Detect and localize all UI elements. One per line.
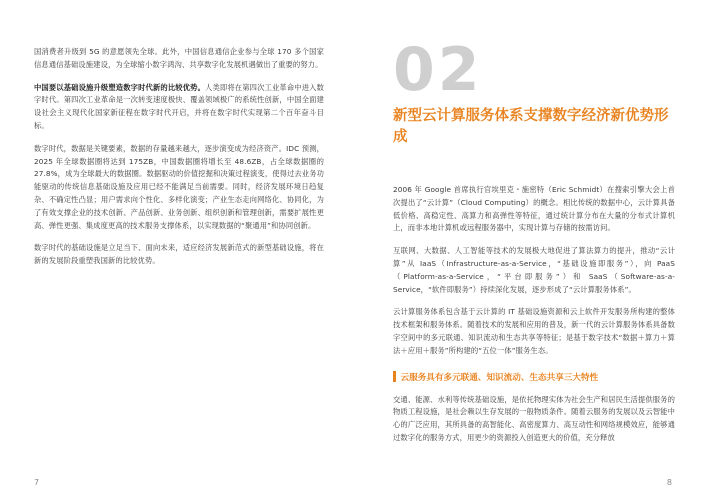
bold-lead-sentence: 中国要以基础设施升级塑造数字时代新的比较优势。: [34, 82, 206, 92]
paragraph: 数字时代，数据是关键要素，数据的存量越来越大，逐步演变成为经济资产。IDC 预测，2025 年全球数据圈将达到 175ZB，中国数据圈将增长至 48.6ZB，占全球数据圈的 27.8%，成为全球最大的数据圈。数据驱动的价值挖掘和决策过程演变，使得过去业务功能驱动的传统信息基础设施及应用已经不能满足当前需要。同时，经济发展环境日趋复杂、不确定性凸显；用户需求向个性化、多样化演变；产业生态走向网络化、协同化，为了有效支撑企业的技术创新、产品创新、业务创新、组织创新和管理创新，需要扩展性更高、弹性更强、集成度更高的技术服务支撑体系，以实现数据的“聚通用”和协同创新。: [34, 143, 324, 230]
subheading: [393, 370, 675, 384]
left-text-column: [34, 46, 324, 268]
right-text-column: [393, 184, 675, 445]
paragraph: 数字时代的基础设施是立足当下、面向未来，适应经济发展新范式的新型基础设施，将在新的发展阶段重塑我国新的比较优势。: [34, 243, 324, 266]
subheading-text: 云服务具有多元联通、知识流动、生态共享三大特性: [400, 372, 599, 383]
section-number: 02: [393, 35, 483, 105]
paragraph-with-lead: [34, 82, 324, 133]
accent-bar: [393, 371, 396, 382]
paragraph: 云计算服务体系包含基于云计算的 IT 基础设施资源和云上软件开发服务所构建的整体技术框架和服务体系。随着技术的发展和应用的普及，新一代的云计算服务体系具备数字空间中的多元联通、知识流动和生态共享等特征；是基于数字技术“数据＋算力＋算法＋应用＋服务”所构建的“五位一体”服务生态。: [393, 307, 675, 355]
page-number: 8: [666, 478, 672, 487]
page-number: 7: [34, 478, 40, 487]
right-page: [355, 0, 710, 504]
paragraph: 交通、能源、水利等传统基础设施，是依托物理实体为社会生产和居民生活提供服务的物质工程设施，是社会赖以生存发展的一般物质条件。随着云服务的发展以及云智能中心的广泛应用，其所具备的高智能化、高密度算力、高互动性和网络规模效应，能够通过数字化的服务方式，用更少的资源投入创造更大的价值，充分释放: [393, 394, 675, 442]
paragraph: 国消费者升级到 5G 的意愿领先全球。此外，中国信息通信企业参与全球 170 多个国家信息通信基础设施建设，为全球缩小数字鸿沟、共享数字化发展机遇做出了重要的努力。: [34, 47, 324, 69]
paragraph: 互联网、大数据、人工智能等技术的发展极大地促进了算法算力的提升，推动“云计算”从 IaaS（Infrastructure-as-a-Service，“基础设施即服务”），向 PaaS（Platform-as-a-Service，“平台即服务”）和 SaaS（Software-as-a-Service，“软件即服务”）持续深化发展，逐步形成了“云计算服务体系”。: [393, 246, 675, 294]
paragraph-rest: 人类即将在第四次工业革命中进入数字时代。第四次工业革命是一次转变速度极快、覆盖领域极广的系统性创新，中国全面建设社会主义现代化国家新征程在数字时代开启，并将在数字时代实现第二个百年奋斗目标。: [34, 82, 324, 130]
section-heading: 新型云计算服务体系支撑数字经济新优势形成: [393, 108, 669, 145]
paragraph: 2006 年 Google 首席执行官埃里克・施密特（Eric Schmidt）在搜索引擎大会上首次提出了“云计算”（Cloud Computing）的概念。相比传统的数据中心，云计算具备低价格、高稳定性、高算力和高弹性等特征，通过统计算分布在大量的分布式计算机上，而非本地计算机或远程服务器中，实现计算与存储的按需访问。: [393, 185, 675, 233]
